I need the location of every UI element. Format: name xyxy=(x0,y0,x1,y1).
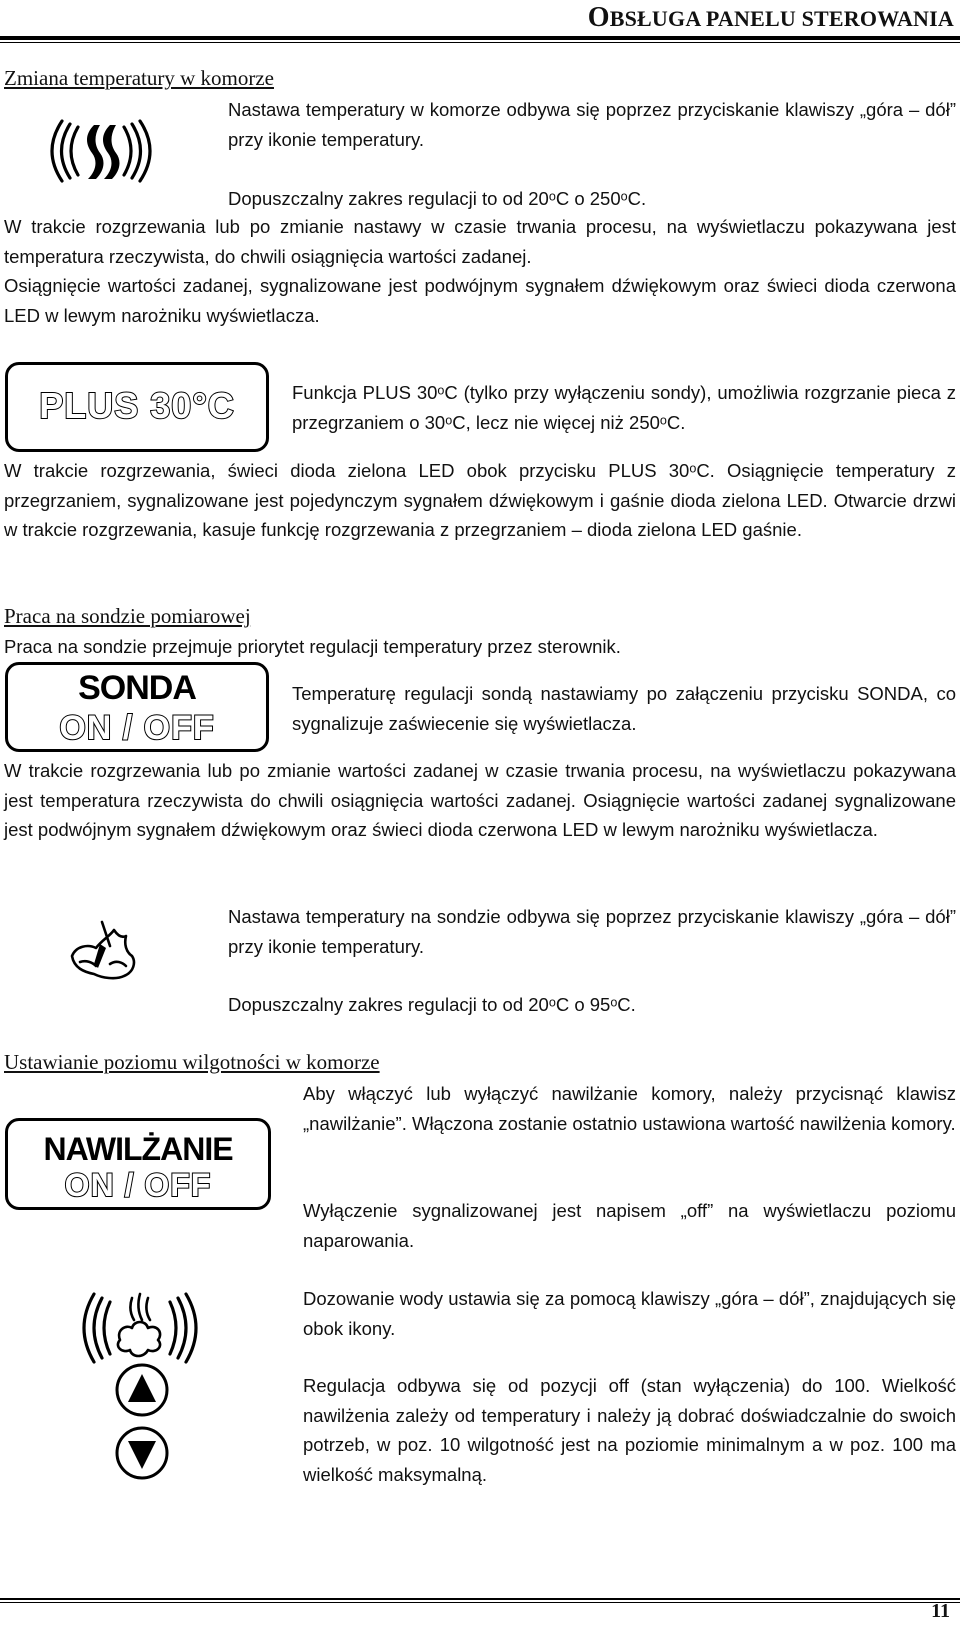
arrow-down-icon[interactable] xyxy=(114,1425,170,1481)
sonda-button-onoff: ON / OFF xyxy=(59,709,215,747)
header-rule xyxy=(0,36,960,40)
temp-paragraph-1: Nastawa temperatury w komorze odbywa się poprzez przyciskanie klawiszy „góra – dół” przy ikonie temperatury. xyxy=(228,99,956,150)
section-heading-probe: Praca na sondzie pomiarowej xyxy=(4,604,251,628)
heat-waves-icon xyxy=(40,115,162,187)
page-number: 11 xyxy=(931,1600,950,1622)
plus-paragraph-1: Funkcja PLUS 30ᵒC (tylko przy wyłączeniu sondy), umożliwia rozgrzanie pieca z przegrzaniem o 30ᵒC, lecz nie więcej niż 250ᵒC. xyxy=(292,382,956,433)
plus30-button[interactable] xyxy=(5,362,269,452)
sonda-button[interactable] xyxy=(5,662,269,752)
page-header xyxy=(588,2,954,34)
section-heading-temperature: Zmiana temperatury w komorze xyxy=(4,66,274,90)
plus30-button-label: PLUS 30°C xyxy=(39,385,235,426)
header-title: BSŁUGA PANELU STEROWANIA xyxy=(609,6,954,31)
section-heading-humidity: Ustawianie poziomu wilgotności w komorze xyxy=(4,1050,380,1074)
nawilzanie-button-onoff: ON / OFF xyxy=(64,1167,212,1203)
humidity-paragraph-1: Aby włączyć lub wyłączyć nawilżanie komory, należy przycisnąć klawisz „nawilżanie”. Włączona zostanie ostatnio ustawiona wartość nawilżenia komory. xyxy=(303,1083,956,1134)
temp-paragraph-3: W trakcie rozgrzewania lub po zmianie nastawy w czasie trwania procesu, na wyświetlaczu pokazywana jest temperatura rzeczywista, do chwili osiągnięcia wartości zadanej. xyxy=(4,216,956,267)
sonda-button-label: SONDA xyxy=(78,669,196,707)
footer-rule xyxy=(0,1598,960,1600)
plus-paragraph-2: W trakcie rozgrzewania, świeci dioda zielona LED obok przycisku PLUS 30ᵒC. Osiągnięcie temperatury z przegrzaniem, sygnalizowane jest pojedynczym sygnałem dźwiękowym i gaśnie dioda zielona LED. Otwarcie drzwi w trakcie rozgrzewania, kasuje funkcję rozgrzewania z przegrzaniem – dioda zielona LED gaśnie. xyxy=(4,460,956,540)
humidity-paragraph-2: Wyłączenie sygnalizowanej jest napisem „off” na wyświetlaczu poziomu naparowania. xyxy=(303,1200,956,1251)
probe-paragraph-4: Dopuszczalny zakres regulacji to od 20ᵒC o 95ᵒC. xyxy=(228,994,636,1015)
probe-paragraph-2: W trakcie rozgrzewania lub po zmianie wartości zadanej w czasie trwania procesu, na wyświetlaczu pokazywana jest temperatura rzeczywista do chwili osiągnięcia wartości zadanej. Osiągnięcie wartości zadanej sygnalizowane jest podwójnym sygnałem dźwiękowym oraz świeci dioda czerwona LED w lewym narożniku wyświetlacza. xyxy=(4,760,956,840)
probe-intro: Praca na sondzie przejmuje priorytet regulacji temperatury przez sterownik. xyxy=(4,636,621,657)
probe-paragraph-3: Nastawa temperatury na sondzie odbywa się poprzez przyciskanie klawiszy „góra – dół” przy ikonie temperatury. xyxy=(228,906,956,957)
nawilzanie-button[interactable] xyxy=(5,1118,271,1210)
temp-paragraph-2: Dopuszczalny zakres regulacji to od 20ᵒC o 250ᵒC. xyxy=(228,188,647,209)
header-rule-thin xyxy=(0,42,960,43)
humidity-paragraph-3: Dozowanie wody ustawia się za pomocą klawiszy „góra – dół”, znajdujących się obok ikony. xyxy=(303,1288,956,1339)
footer-rule-thin xyxy=(0,1602,960,1603)
header-initial: O xyxy=(587,2,610,33)
probe-paragraph-1: Temperaturę regulacji sondą nastawiamy po załączeniu przycisku SONDA, co sygnalizuje zaświecenie się wyświetlacza. xyxy=(292,683,956,734)
steam-icon xyxy=(70,1288,210,1368)
chicken-probe-icon xyxy=(66,918,142,990)
temp-paragraph-4: Osiągnięcie wartości zadanej, sygnalizowane jest podwójnym sygnałem dźwiękowym oraz świeci dioda czerwona LED w lewym narożniku wyświetlacza. xyxy=(4,275,956,326)
humidity-paragraph-4: Regulacja odbywa się od pozycji off (stan wyłączenia) do 100. Wielkość nawilżenia zależy od temperatury i należy ją dobrać doświadczalnie do swoich potrzeb, w poz. 10 wilgotność jest na poziomie minimalnym a w poz. 100 ma wielkość maksymalną. xyxy=(303,1375,956,1485)
nawilzanie-button-label: NAWILŻANIE xyxy=(43,1131,233,1167)
arrow-up-icon[interactable] xyxy=(114,1362,170,1418)
